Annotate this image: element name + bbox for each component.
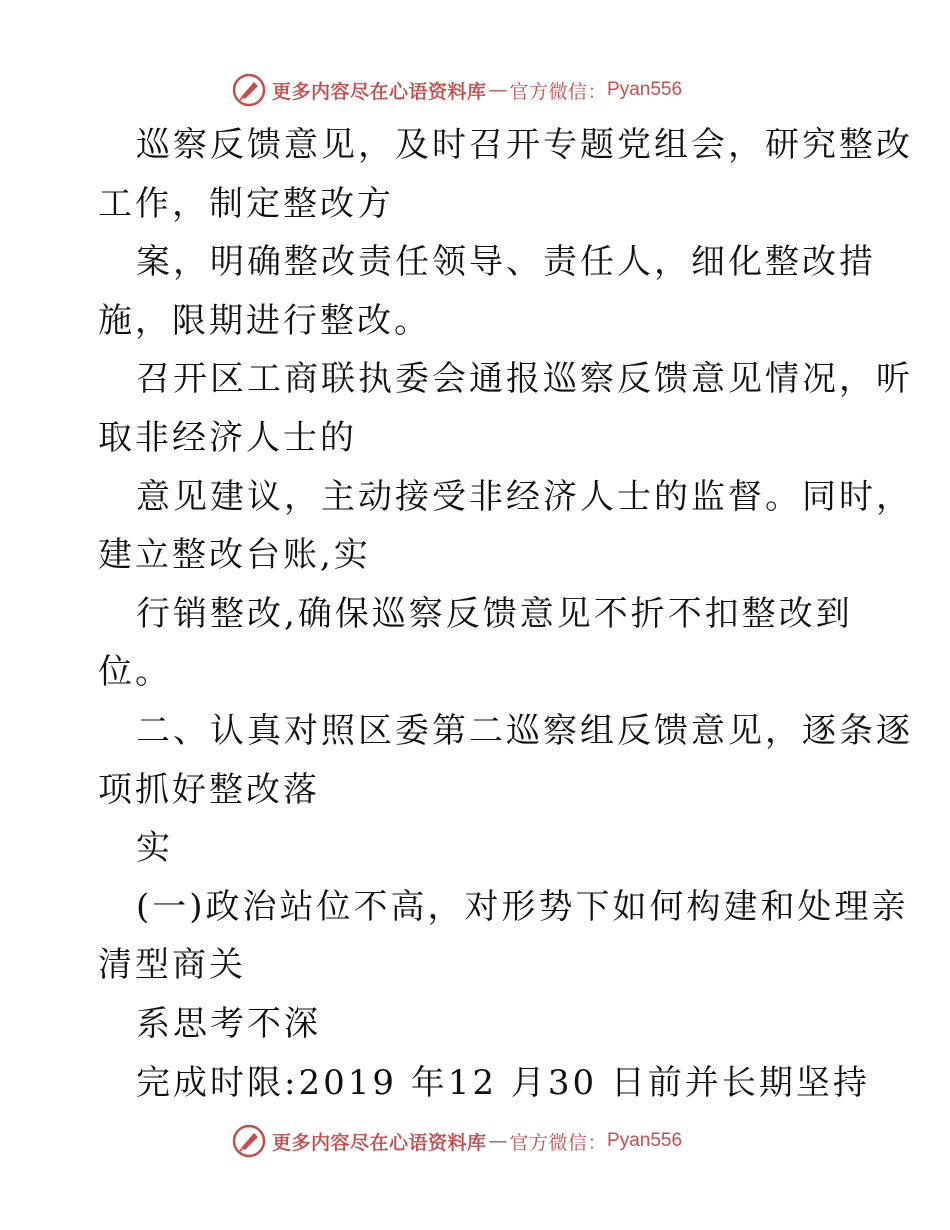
text-line: 意见建议，主动接受非经济人士的监督。同时，	[136, 476, 913, 517]
watermark-separator: —	[488, 1130, 508, 1152]
subsection-heading: (一)政治站位不高，对形势下如何构建和处理亲	[136, 886, 909, 927]
text-line: 工作，制定整改方	[98, 183, 394, 224]
watermark-wechat-label: 官方微信：	[509, 1131, 608, 1154]
text-line: 行销整改,确保巡察反馈意见不折不扣整改到	[136, 593, 853, 634]
watermark-text: 更多内容尽在心语资料库	[272, 1131, 487, 1154]
section-heading-cont: 项抓好整改落	[98, 769, 320, 810]
document-body	[98, 116, 913, 1112]
watermark-wechat-id: Pyan556	[607, 1130, 683, 1151]
text-line: 位。	[98, 652, 172, 693]
logo-icon	[232, 73, 266, 107]
subsection-heading-cont: 清型商关	[98, 945, 246, 986]
watermark-separator: —	[488, 79, 508, 101]
text-line: 巡察反馈意见，及时召开专题党组会，研究整改	[136, 125, 913, 165]
text-line: 取非经济人士的	[98, 417, 357, 458]
subsection-heading-cont: 系思考不深	[136, 1003, 321, 1044]
text-line: 建立整改台账,实	[98, 535, 371, 576]
watermark-wechat-id: Pyan556	[607, 79, 683, 100]
watermark-text: 更多内容尽在心语资料库	[272, 80, 487, 103]
text-line: 召开区工商联执委会通报巡察反馈意见情况，听	[136, 359, 913, 400]
logo-icon	[232, 1124, 266, 1158]
footer-watermark	[232, 1123, 682, 1159]
section-heading: 二、认真对照区委第二巡察组反馈意见，逐条逐	[136, 710, 913, 751]
text-line: 案，明确整改责任领导、责任人，细化整改措	[136, 242, 876, 283]
deadline-line: 完成时限:2019 年12 月30 日前并长期坚持	[136, 1062, 870, 1103]
header-watermark	[232, 72, 682, 108]
watermark-wechat-label: 官方微信：	[509, 80, 608, 103]
text-line: 施，限期进行整改。	[98, 300, 431, 341]
section-heading-cont: 实	[136, 828, 173, 869]
